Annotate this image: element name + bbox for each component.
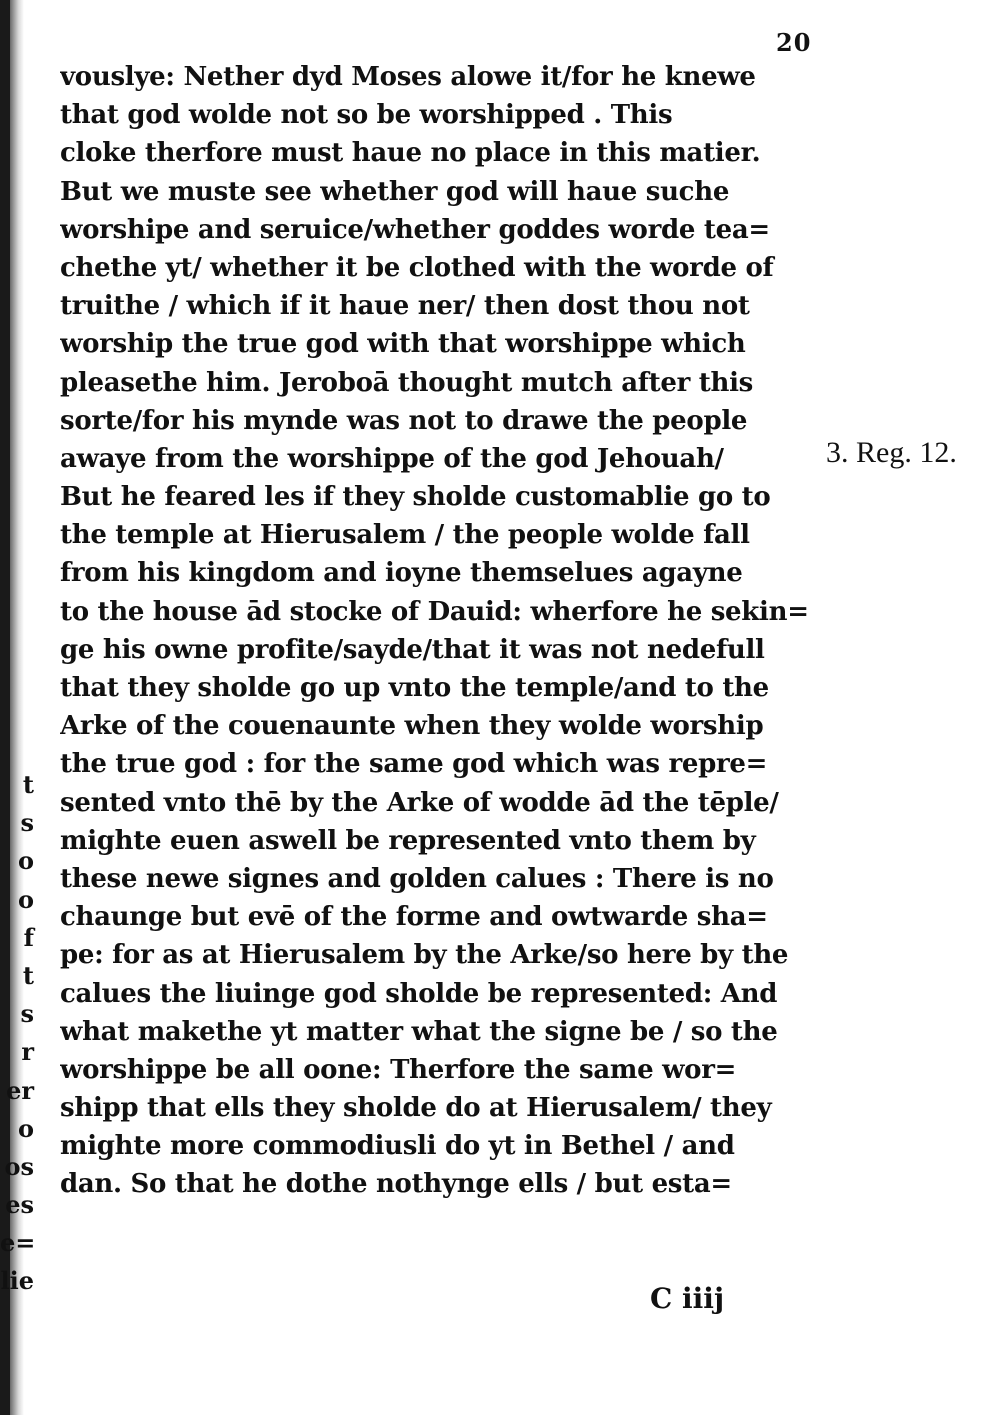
text-line: sorte/for his mynde was not to drawe the people xyxy=(60,405,748,436)
facing-page-fragment: t xyxy=(22,960,34,990)
text-line: Arke of the couenaunte when they wolde worship xyxy=(60,711,764,742)
facing-page-fragment: es xyxy=(5,1190,34,1220)
facing-page-fragment: os xyxy=(4,1151,34,1181)
facing-page-fragment: o xyxy=(17,846,34,876)
text-line: pleasethe him. Jeroboā thought mutch after this xyxy=(60,367,754,398)
facing-page-fragments xyxy=(0,766,40,1301)
text-line: from his kingdom and ioyne themselues agayne xyxy=(60,558,743,589)
text-line: chaunge but evē of the forme and owtwarde sha= xyxy=(60,902,768,933)
text-line: sented vnto thē by the Arke of wodde ād the tēple/ xyxy=(60,787,779,818)
text-line: ge his owne profite/sayde/that it was not nedefull xyxy=(60,634,765,665)
facing-page-fragment: t xyxy=(22,770,34,799)
facing-page-fragment: o xyxy=(17,884,34,914)
text-line: pe: for as at Hierusalem by the Arke/so here by the xyxy=(60,940,789,971)
text-line: But he feared les if they sholde customablie go to xyxy=(60,482,771,513)
text-line: chethe yt/ whether it be clothed with the worde of xyxy=(60,252,774,283)
text-line: to the house ād stocke of Dauid: wherfore he sekin= xyxy=(60,596,809,627)
text-line: shipp that ells they sholde do at Hierusalem/ they xyxy=(60,1093,772,1124)
text-line: calues the liuinge god sholde be represented: And xyxy=(60,978,778,1009)
body-text xyxy=(60,58,840,1204)
facing-page-fragment: lie xyxy=(0,1266,34,1296)
text-line: vouslye: Nether dyd Moses alowe it/for he knewe xyxy=(60,62,756,92)
text-line: worshippe be all oone: Therfore the same wor= xyxy=(60,1054,737,1085)
facing-page-fragment: f xyxy=(23,922,34,952)
text-line: dan. So that he dothe nothynge ells / but esta= xyxy=(60,1169,732,1200)
signature-mark: C iiij xyxy=(650,1282,725,1315)
text-line: the true god : for the same god which was repre= xyxy=(60,749,768,780)
page-number: 20 xyxy=(776,28,812,57)
facing-page-fragment: er xyxy=(6,1075,34,1105)
facing-page-fragment: s xyxy=(20,999,34,1029)
margin-note-reference: 3. Reg. 12. xyxy=(826,436,957,469)
facing-page-fragment: e= xyxy=(0,1228,36,1258)
facing-page-fragment: r xyxy=(21,1037,34,1067)
text-line: these newe signes and golden calues : There is no xyxy=(60,863,774,894)
text-line: that they sholde go up vnto the temple/and to the xyxy=(60,673,769,703)
text-line: what makethe yt matter what the signe be / so the xyxy=(60,1016,778,1047)
text-line: worshipe and seruice/whether goddes worde tea= xyxy=(60,214,770,245)
text-line: truithe / which if it haue ner/ then dost thou not xyxy=(60,291,750,322)
facing-page-fragment: s xyxy=(20,808,34,838)
text-line: that god wolde not so be worshipped . This xyxy=(60,100,673,131)
text-line: cloke therfore must haue no place in this matier. xyxy=(60,138,761,169)
text-line: awaye from the worshippe of the god Jehouah/ xyxy=(60,443,724,474)
text-line: mighte more commodiusli do yt in Bethel / and xyxy=(60,1131,735,1162)
facing-page-fragment: o xyxy=(17,1113,34,1143)
text-line: But we muste see whether god will haue suche xyxy=(60,176,730,207)
text-line: worship the true god with that worshippe which xyxy=(60,329,746,360)
text-line: mighte euen aswell be represented vnto them by xyxy=(60,825,756,856)
text-line: the temple at Hierusalem / the people wolde fall xyxy=(60,520,750,551)
